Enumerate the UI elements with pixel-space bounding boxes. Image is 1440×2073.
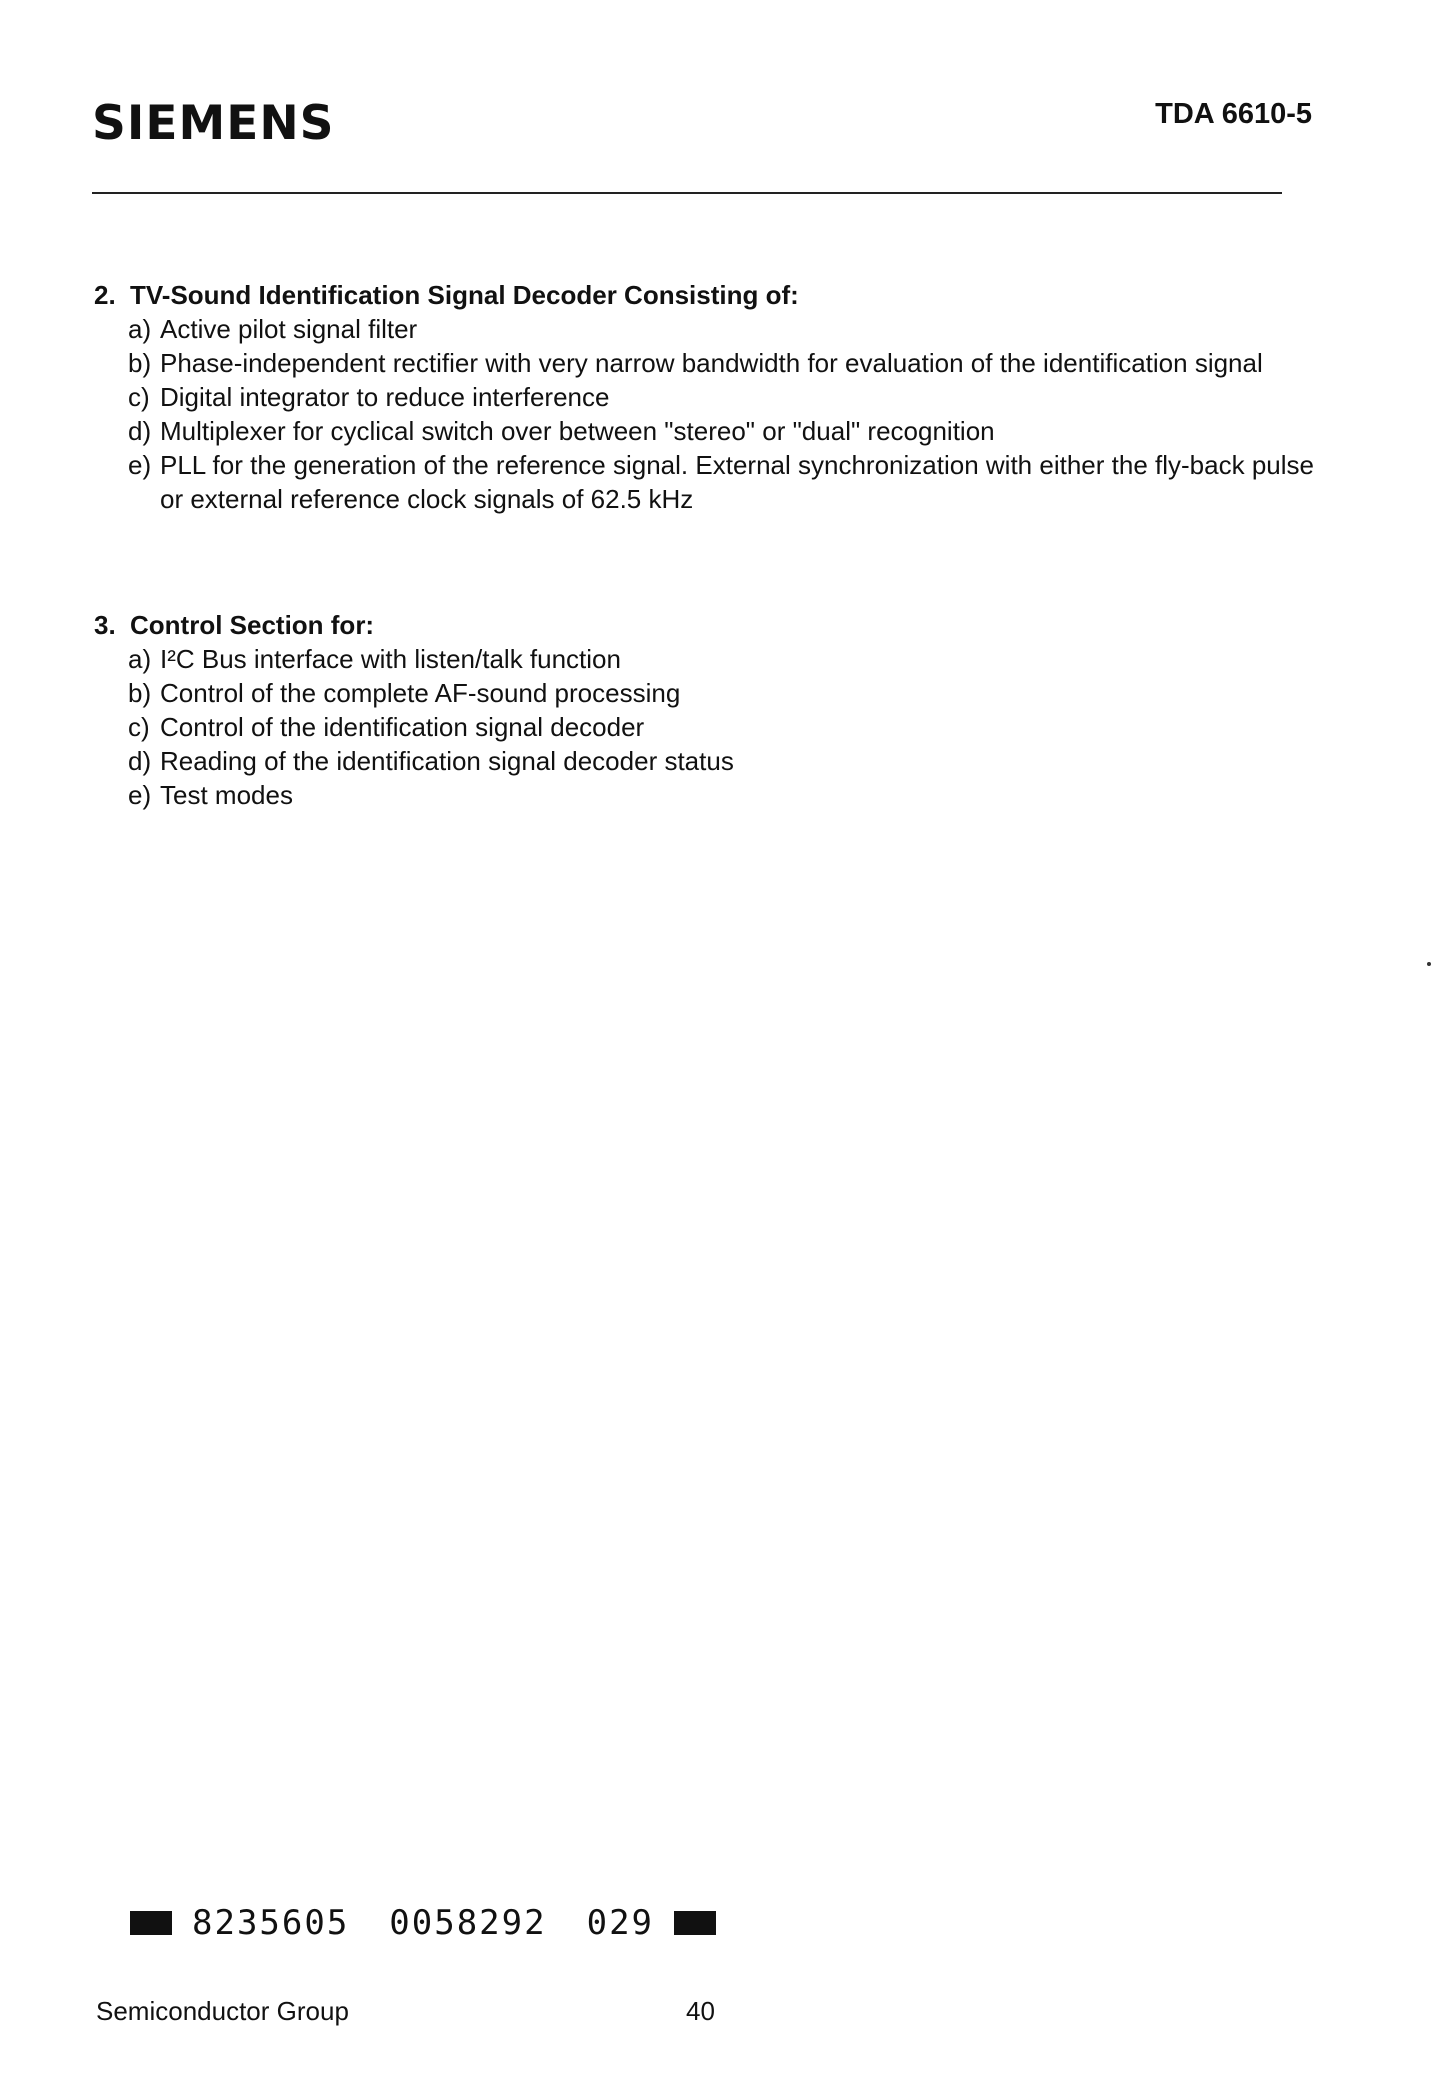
header-divider [92,192,1282,194]
brand-logo: SIEMENS [92,96,335,151]
item-text: Reading of the identification signal decoder status [160,746,734,776]
section-3-list [94,642,1314,812]
scan-speck [1427,962,1431,966]
item-label: c) [128,712,150,742]
marker-block-left [130,1911,172,1935]
list-item [128,346,1314,380]
code-2: 0058292 [389,1903,547,1943]
list-item [128,312,1314,346]
section-number: 2. [94,280,116,310]
item-text: Control of the complete AF-sound processing [160,678,681,708]
item-label: a) [128,644,152,674]
item-label: e) [128,450,152,480]
item-label: b) [128,678,152,708]
section-2-list [94,312,1314,516]
list-item [128,414,1314,448]
item-label: b) [128,348,152,378]
page-number: 40 [686,1996,715,2026]
item-text: Digital integrator to reduce interference [160,382,610,412]
section-2-heading [94,278,1314,312]
item-text: Active pilot signal filter [160,314,418,344]
item-label: e) [128,780,152,810]
code-1: 8235605 [192,1903,350,1943]
section-number: 3. [94,610,116,640]
section-2 [94,278,1314,516]
code-3: 029 [586,1903,655,1943]
item-text: I²C Bus interface with listen/talk function [160,644,621,674]
item-label: d) [128,416,152,446]
item-text: Control of the identification signal decoder [160,712,645,742]
list-item [128,778,1314,812]
item-text: PLL for the generation of the reference signal. External synchronization with either the fly-back pulse or external reference clock signals of 62.5 kHz [160,450,1314,514]
list-item [128,676,1314,710]
item-text: Test modes [160,780,293,810]
section-title: TV-Sound Identification Signal Decoder Consisting of: [130,280,799,310]
list-item [128,448,1314,516]
section-3-heading [94,608,1314,642]
item-label: c) [128,382,150,412]
footer-group: Semiconductor Group [96,1996,349,2026]
list-item [128,744,1314,778]
list-item [128,642,1314,676]
section-3 [94,608,1314,812]
list-item [128,380,1314,414]
marker-block-right [674,1911,716,1935]
item-label: d) [128,746,152,776]
item-label: a) [128,314,152,344]
barcode-line [130,1903,716,1943]
item-text: Multiplexer for cyclical switch over between "stereo" or "dual" recognition [160,416,995,446]
section-title: Control Section for: [130,610,375,640]
item-text: Phase-independent rectifier with very narrow bandwidth for evaluation of the identification signal [160,348,1263,378]
document-id: TDA 6610-5 [1155,98,1312,130]
list-item [128,710,1314,744]
